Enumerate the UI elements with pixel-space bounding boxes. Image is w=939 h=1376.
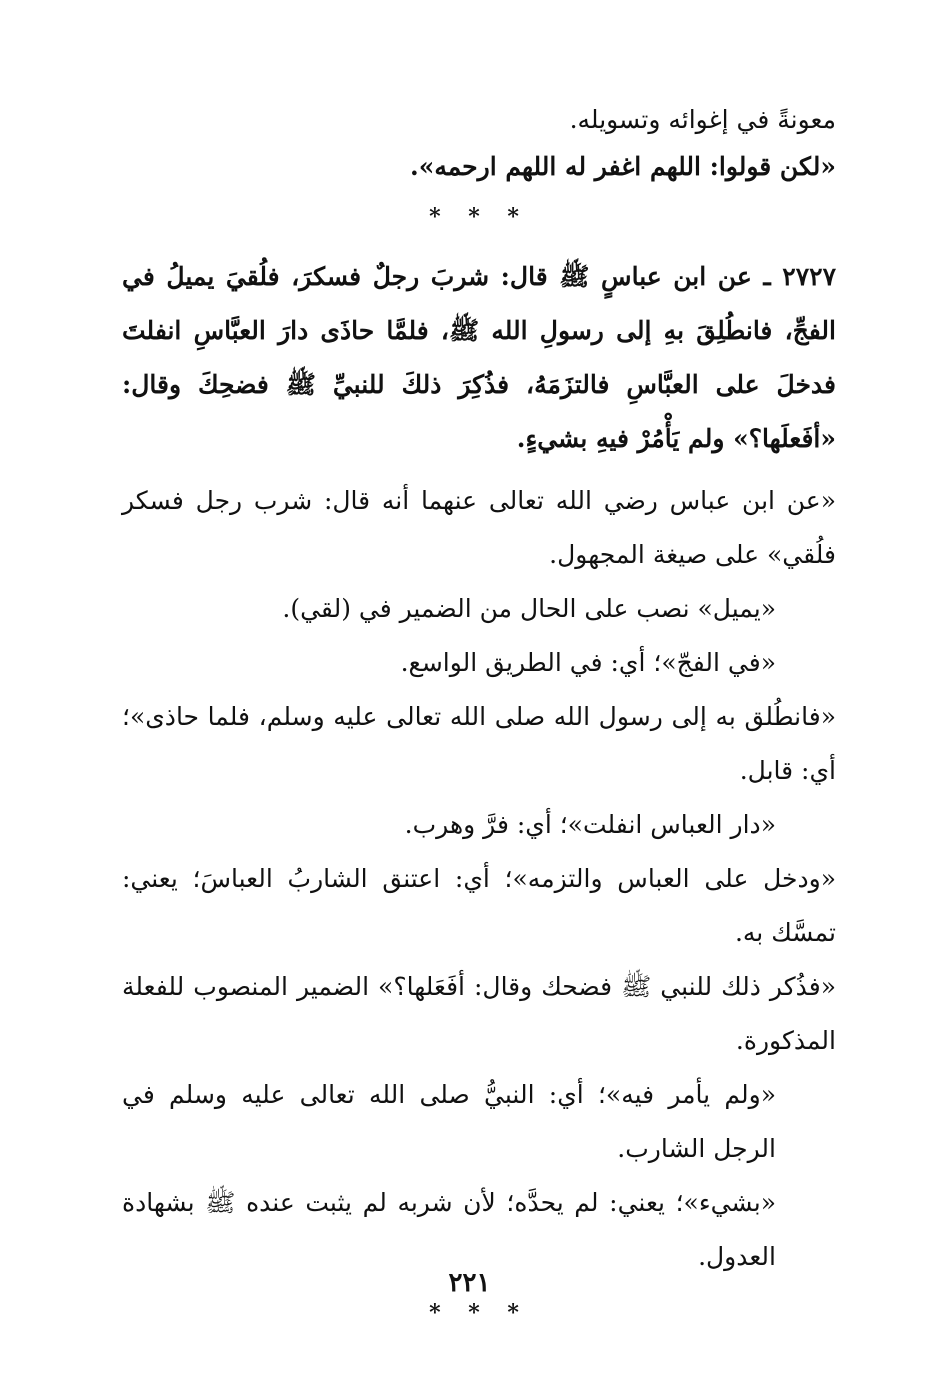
commentary-paragraph: «دار العباس انفلت»؛ أي: فرَّ وهرب. bbox=[404, 810, 776, 839]
commentary-paragraph: «يميل» نصب على الحال من الضمير في (لقي). bbox=[282, 594, 776, 623]
commentary-paragraph: «عن ابن عباس رضي الله تعالى عنهما أنه قال: شرب رجل فسكر فلُقي» على صيغة المجهول. bbox=[122, 486, 836, 569]
section-separator: * * * bbox=[429, 204, 529, 230]
page-number: ٢٢١ bbox=[448, 1268, 491, 1298]
text-line-continuation: معونةً في إغوائه وتسويله. bbox=[569, 105, 836, 134]
commentary-paragraph: «ودخل على العباس والتزمه»؛ أي: اعتنق الشاربُ العباسَ؛ يعني: تمسَّك به. bbox=[122, 864, 836, 947]
text-line-quote: «لكن قولوا: اللهم اغفر له اللهم ارحمه». bbox=[409, 152, 836, 181]
commentary-paragraph: «بشيء»؛ يعني: لم يحدَّه؛ لأن شربه لم يثبت عنده ﷺ بشهادة العدول. bbox=[122, 1188, 776, 1271]
commentary-paragraph: «فانطُلق به إلى رسول الله صلى الله تعالى عليه وسلم، فلما حاذى»؛ أي: قابل. bbox=[122, 702, 836, 785]
hadith-text: ٢٧٢٧ ـ عن ابن عباسٍ ﷺ قال: شربَ رجلٌ فسكرَ، فلُقيَ يميلُ في الفجِّ، فانطُلِقَ بهِ إلى رسولِ الله ﷺ، فلمَّا حاذَى دارَ العبَّاسِ انفلتَ فدخلَ على العبَّاسِ فالتزَمَهُ، فذُكِرَ ذلكَ للنبيِّ ﷺ فضحِكَ وقال: «أفَعلَها؟» ولم يَأْمُرْ فيهِ بشيءٍ. bbox=[122, 262, 836, 453]
page-body bbox=[122, 96, 836, 1326]
section-separator: * * * bbox=[429, 1300, 529, 1326]
commentary-paragraph: «في الفجّ»؛ أي: في الطريق الواسع. bbox=[400, 648, 776, 677]
commentary-paragraph: «فذُكر ذلك للنبي ﷺ فضحك وقال: أفَعَلها؟» الضمير المنصوب للفعلة المذكورة. bbox=[122, 972, 836, 1055]
commentary-paragraph: «ولم يأمر فيه»؛ أي: النبيُّ صلى الله تعالى عليه وسلم في الرجل الشارب. bbox=[122, 1080, 776, 1163]
